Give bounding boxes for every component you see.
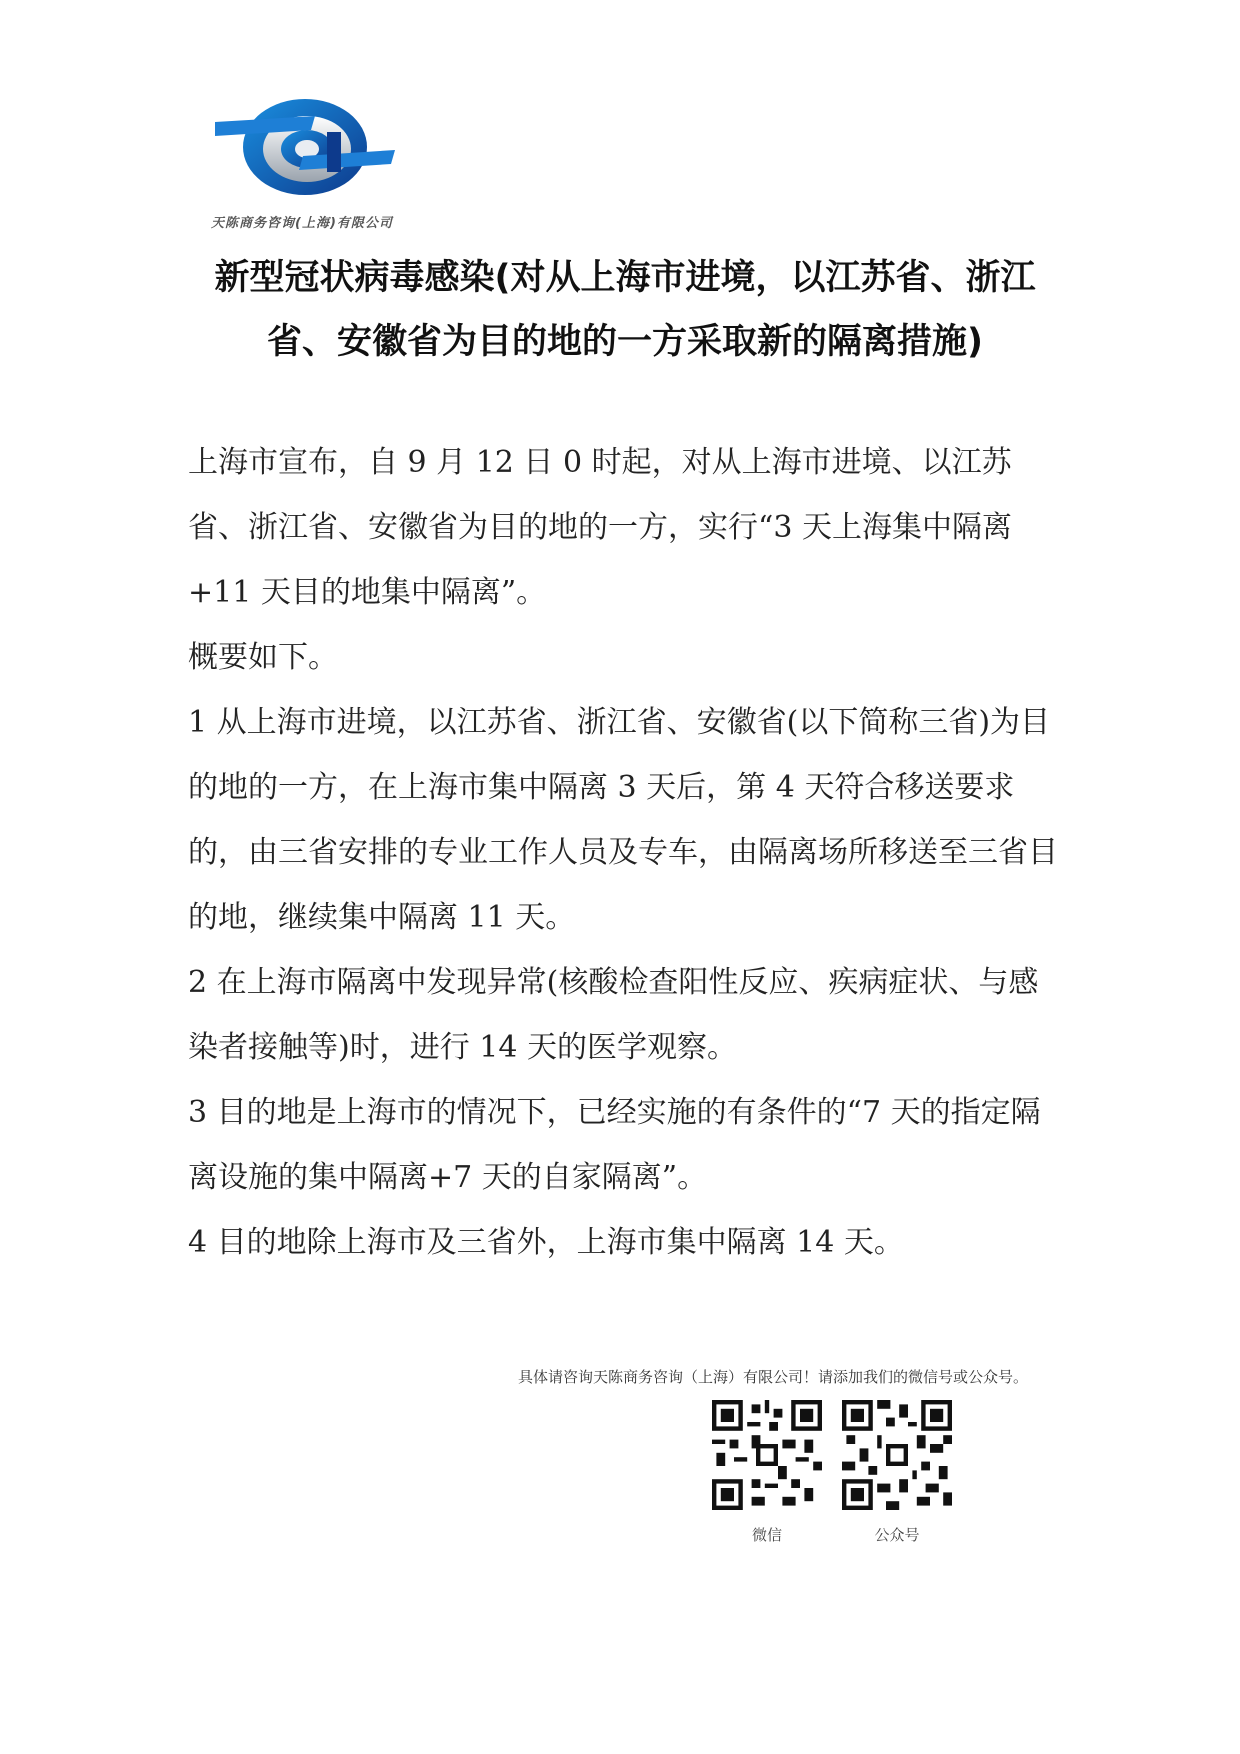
paragraph-item-2: 2 在上海市隔离中发现异常(核酸检查阳性反应、疾病症状、与感染者接触等)时，进行 14 天的医学观察。	[188, 965, 1039, 1065]
paragraph-summary: 概要如下。	[188, 640, 338, 675]
qr-code-icon	[842, 1400, 952, 1510]
logo-emblem-icon	[215, 92, 395, 217]
qr-label-official-account: 公众号	[874, 1526, 920, 1544]
paragraph-item-3: 3 目的地是上海市的情况下，已经实施的有条件的“7 天的指定隔离设施的集中隔离+7 天的自家隔离”。	[188, 1095, 1041, 1195]
paragraph-item-4: 4 目的地除上海市及三省外，上海市集中隔离 14 天。	[188, 1225, 904, 1260]
document-body	[188, 430, 1068, 1275]
company-name: 天陈商务咨询(上海)有限公司	[211, 216, 393, 231]
qr-code-icon	[712, 1400, 822, 1510]
document-title: 新型冠状病毒感染(对从上海市进境，以江苏省、浙江省、安徽省为目的地的一方采取新的隔离措施)	[214, 258, 1036, 362]
paragraph-item-1: 1 从上海市进境，以江苏省、浙江省、安徽省(以下简称三省)为目的地的一方，在上海市集中隔离 3 天后，第 4 天符合移送要求的，由三省安排的专业工作人员及专车，由隔离场所移送至三省目的地，继续集中隔离 11 天。	[188, 705, 1058, 935]
paragraph-intro: 上海市宣布，自 9 月 12 日 0 时起，对从上海市进境、以江苏省、浙江省、安徽省为目的地的一方，实行“3 天上海集中隔离+11 天目的地集中隔离”。	[188, 445, 1012, 610]
qr-label-wechat: 微信	[751, 1526, 782, 1544]
company-logo	[211, 92, 425, 237]
contact-note: 具体请咨询天陈商务咨询（上海）有限公司！请添加我们的微信号或公众号。	[518, 1368, 1029, 1386]
